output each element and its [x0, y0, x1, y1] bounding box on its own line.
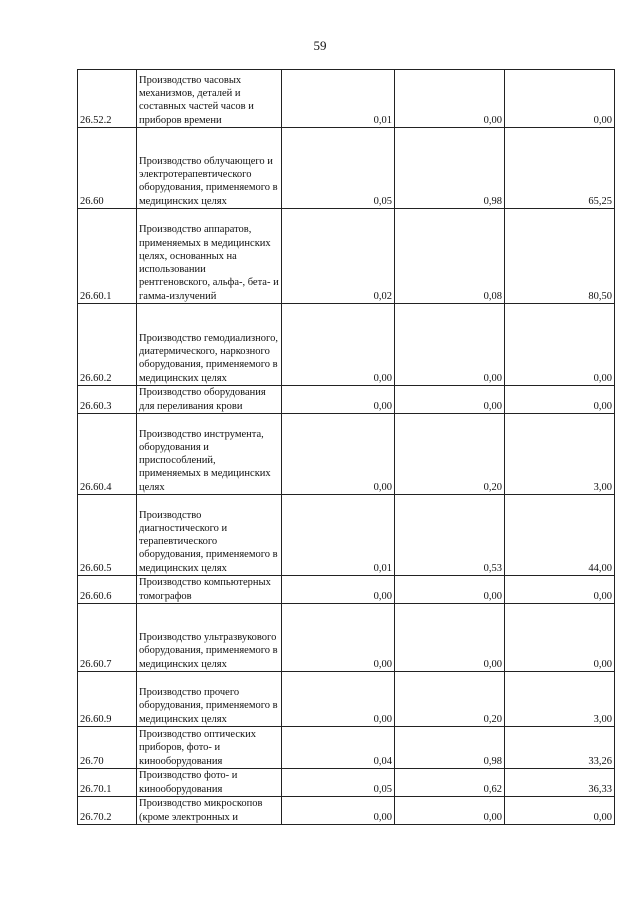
activity-name: Производство микроскопов (кроме электронных и — [137, 797, 282, 825]
okved-code: 26.60.9 — [78, 672, 137, 727]
data-table — [77, 69, 615, 825]
value-1: 0,00 — [282, 576, 395, 604]
okved-code: 26.70.2 — [78, 797, 137, 825]
activity-name: Производство диагностического и терапевтического оборудования, применяемого в медицинских целях — [137, 495, 282, 576]
table-row — [78, 128, 615, 209]
value-1: 0,00 — [282, 797, 395, 825]
activity-name: Производство оптических приборов, фото- и кинооборудования — [137, 727, 282, 769]
okved-code: 26.60.2 — [78, 304, 137, 386]
okved-code: 26.60.5 — [78, 495, 137, 576]
value-3: 80,50 — [505, 209, 615, 304]
value-2: 0,08 — [395, 209, 505, 304]
activity-name: Производство инструмента, оборудования и приспособлений, применяемых в медицинских целях — [137, 414, 282, 495]
page-number: 59 — [313, 38, 327, 53]
value-2: 0,00 — [395, 797, 505, 825]
okved-code: 26.70.1 — [78, 769, 137, 797]
value-1: 0,00 — [282, 386, 395, 414]
value-3: 3,00 — [505, 672, 615, 727]
okved-code: 26.60 — [78, 128, 137, 209]
value-3: 0,00 — [505, 386, 615, 414]
table-row — [78, 604, 615, 672]
value-3: 65,25 — [505, 128, 615, 209]
table-row — [78, 386, 615, 414]
value-3: 0,00 — [505, 797, 615, 825]
activity-name: Производство аппаратов, применяемых в медицинских целях, основанных на использовании рентгеновского, альфа-, бета- и гамма-излучений — [137, 209, 282, 304]
value-3: 0,00 — [505, 304, 615, 386]
table-row — [78, 304, 615, 386]
okved-code: 26.60.3 — [78, 386, 137, 414]
table-row — [78, 414, 615, 495]
value-2: 0,53 — [395, 495, 505, 576]
value-3: 0,00 — [505, 70, 615, 128]
table-row — [78, 769, 615, 797]
activity-name: Производство гемодиализного, диатермического, наркозного оборудования, применяемого в медицинских целях — [137, 304, 282, 386]
value-2: 0,00 — [395, 70, 505, 128]
value-1: 0,00 — [282, 672, 395, 727]
table-row — [78, 70, 615, 128]
value-3: 33,26 — [505, 727, 615, 769]
table-row — [78, 797, 615, 825]
activity-name: Производство оборудования для переливания крови — [137, 386, 282, 414]
activity-name: Производство ультразвукового оборудования, применяемого в медицинских целях — [137, 604, 282, 672]
okved-code: 26.60.4 — [78, 414, 137, 495]
value-1: 0,00 — [282, 414, 395, 495]
activity-name: Производство облучающего и электротерапевтического оборудования, применяемого в медицинских целях — [137, 128, 282, 209]
okved-code: 26.60.7 — [78, 604, 137, 672]
value-2: 0,20 — [395, 414, 505, 495]
value-1: 0,01 — [282, 495, 395, 576]
value-3: 44,00 — [505, 495, 615, 576]
value-3: 0,00 — [505, 576, 615, 604]
value-1: 0,05 — [282, 128, 395, 209]
value-3: 36,33 — [505, 769, 615, 797]
table-row — [78, 209, 615, 304]
activity-name: Производство часовых механизмов, деталей и составных частей часов и приборов времени — [137, 70, 282, 128]
value-2: 0,20 — [395, 672, 505, 727]
value-1: 0,00 — [282, 304, 395, 386]
value-2: 0,98 — [395, 128, 505, 209]
okved-code: 26.52.2 — [78, 70, 137, 128]
value-1: 0,05 — [282, 769, 395, 797]
value-1: 0,00 — [282, 604, 395, 672]
value-2: 0,00 — [395, 576, 505, 604]
value-1: 0,01 — [282, 70, 395, 128]
activity-name: Производство фото- и кинооборудования — [137, 769, 282, 797]
activity-name: Производство прочего оборудования, применяемого в медицинских целях — [137, 672, 282, 727]
value-2: 0,00 — [395, 386, 505, 414]
okved-code: 26.60.1 — [78, 209, 137, 304]
value-2: 0,98 — [395, 727, 505, 769]
value-2: 0,62 — [395, 769, 505, 797]
table-row — [78, 672, 615, 727]
value-1: 0,02 — [282, 209, 395, 304]
value-2: 0,00 — [395, 604, 505, 672]
value-3: 0,00 — [505, 604, 615, 672]
okved-code: 26.60.6 — [78, 576, 137, 604]
table-row — [78, 495, 615, 576]
table-row — [78, 576, 615, 604]
okved-code: 26.70 — [78, 727, 137, 769]
table-row — [78, 727, 615, 769]
value-3: 3,00 — [505, 414, 615, 495]
value-2: 0,00 — [395, 304, 505, 386]
value-1: 0,04 — [282, 727, 395, 769]
activity-name: Производство компьютерных томографов — [137, 576, 282, 604]
